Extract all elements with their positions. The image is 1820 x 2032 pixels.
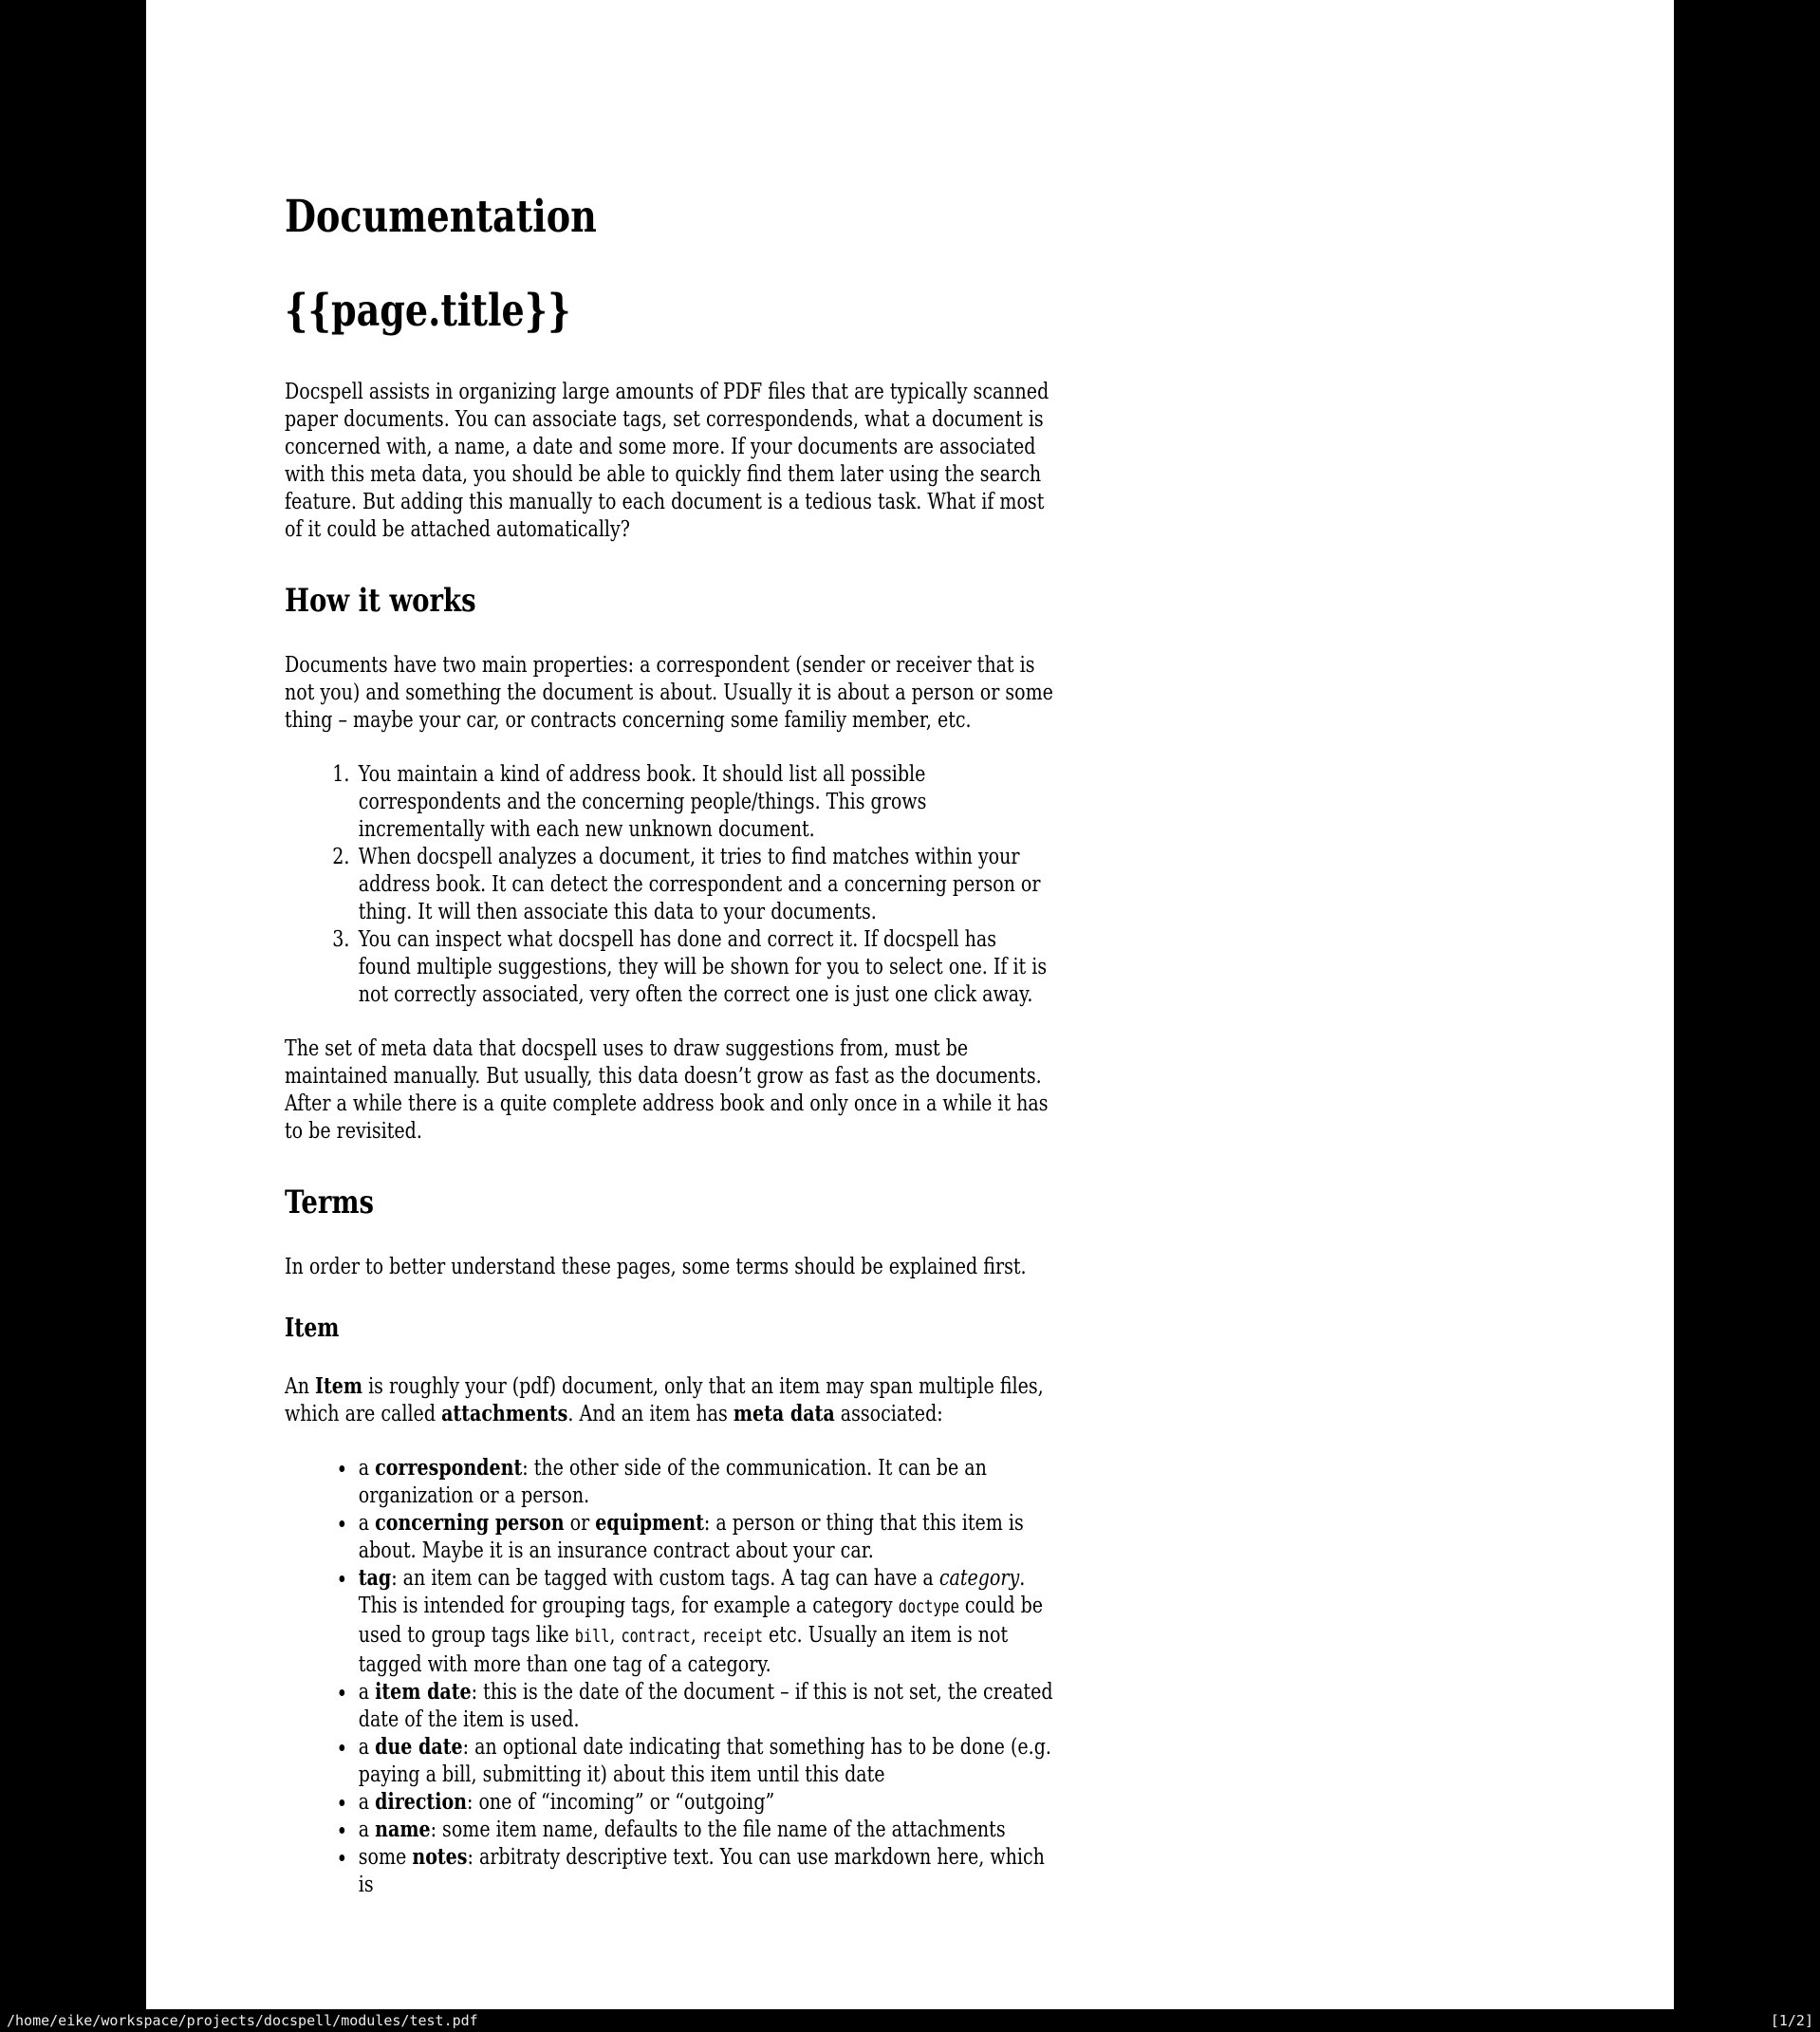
text-run: Documentation: [285, 191, 597, 243]
bold-text: notes: [412, 1843, 468, 1870]
text-run: Terms: [285, 1184, 375, 1221]
text-run: Item: [285, 1314, 340, 1343]
statusbar: [0, 2009, 1820, 2032]
heading: [285, 1313, 1053, 1344]
text-run: An: [285, 1372, 316, 1399]
text-run: could be used to group tags like: [358, 1592, 1044, 1648]
text-run: etc. Usually an item is not tagged with more than one tag of a category.: [358, 1621, 1009, 1677]
list-item: [356, 1564, 1053, 1678]
text-run: The set of meta data that docspell uses to draw suggestions from, must be maintained manually. But usually, this data doesn’t grow as fast as the documents. After a while there is a quite complete address book and only once in a while it has to be revisited.: [285, 1035, 1049, 1144]
bold-text: meta data: [733, 1400, 835, 1426]
code-text: contract: [621, 1627, 691, 1647]
text-run: Docspell assists in organizing large amounts of PDF files that are typically scanned paper documents. You can associate tags, set correspondends, what a document is concerned with, a name, a date and some more. If your documents are associated with this meta data, you should be able to quickly find them later using the search feature. But adding this manually to each document is a tedious task. What if most of it could be attached automatically?: [285, 378, 1049, 542]
heading: [285, 581, 1053, 621]
list-item: [356, 760, 1053, 843]
text-run: : one of “incoming” or “outgoing”: [466, 1788, 775, 1815]
list: [285, 1454, 1053, 1898]
text-run: : the other side of the communication. It can be an organization or a person.: [358, 1454, 987, 1508]
paragraph: [285, 1035, 1053, 1145]
page-content: [285, 190, 1053, 1925]
list-item: [356, 1733, 1053, 1788]
list: [285, 760, 1053, 1008]
list-item: [356, 1509, 1053, 1564]
code-text: doctype: [898, 1597, 959, 1617]
text-run: When docspell analyzes a document, it tries to find matches within your address book. It can detect the correspondent and a concerning person or thing. It will then associate this data to your documents.: [358, 843, 1041, 924]
bold-text: direction: [375, 1788, 467, 1815]
paragraph: [285, 651, 1053, 734]
paragraph: [285, 378, 1053, 543]
statusbar-page-indicator: [1/2]: [1770, 2012, 1813, 2029]
text-run: associated:: [834, 1400, 943, 1426]
text-run: {{page.title}}: [285, 285, 571, 337]
text-run: a: [358, 1816, 376, 1842]
bold-text: tag: [358, 1564, 392, 1591]
text-run: a: [358, 1788, 376, 1815]
bold-text: item date: [375, 1678, 472, 1705]
heading: [285, 284, 1053, 338]
text-run: Documents have two main properties: a correspondent (sender or receiver that is not you) and something the document is about. Usually it is about a person or some thing – maybe your car, or contracts concerning some familiy member, etc.: [285, 651, 1053, 733]
list-item: [356, 1788, 1053, 1816]
bold-text: attachments: [441, 1400, 568, 1426]
bold-text: Item: [315, 1372, 363, 1399]
text-run: In order to better understand these pages, some terms should be explained first.: [285, 1253, 1027, 1279]
bold-text: concerning person: [375, 1509, 565, 1536]
text-run: : an item can be tagged with custom tags. A tag can have a: [391, 1564, 939, 1591]
text-run: a: [358, 1678, 376, 1705]
text-run: or: [564, 1509, 596, 1536]
text-run: a: [358, 1509, 376, 1536]
list-item: [356, 925, 1053, 1008]
heading: [285, 190, 1053, 244]
list-item: [356, 843, 1053, 925]
bold-text: equipment: [595, 1509, 704, 1536]
bold-text: name: [375, 1816, 431, 1842]
statusbar-file-path: /home/eike/workspace/projects/docspell/modules/test.pdf: [7, 2012, 478, 2029]
text-run: some: [358, 1843, 413, 1870]
text-run: : some item name, defaults to the file name of the attachments: [430, 1816, 1006, 1842]
heading: [285, 1183, 1053, 1222]
text-run: a: [358, 1733, 376, 1760]
paragraph: [285, 1372, 1053, 1427]
text-run: . And an item has: [567, 1400, 734, 1426]
text-run: is roughly your (pdf) document, only that an item may span multiple files, which are called: [285, 1372, 1044, 1426]
text-run: How it works: [285, 582, 476, 620]
text-run: : arbitraty descriptive text. You can use markdown here, which is: [358, 1843, 1045, 1897]
italic-text: category: [938, 1564, 1020, 1591]
code-text: bill: [574, 1627, 610, 1647]
text-run: You maintain a kind of address book. It should list all possible correspondents and the concerning people/things. This grows incrementally with each new unknown document.: [358, 760, 927, 842]
text-run: : this is the date of the document – if this is not set, the created date of the item is used.: [358, 1678, 1053, 1732]
text-run: : an optional date indicating that something has to be done (e.g. paying a bill, submitting it) about this item until this date: [358, 1733, 1051, 1787]
text-run: ,: [609, 1621, 622, 1648]
list-item: [356, 1843, 1053, 1898]
text-run: ,: [690, 1621, 702, 1648]
text-run: : a person or thing that this item is about. Maybe it is an insurance contract about your car.: [358, 1509, 1024, 1563]
bold-text: correspondent: [375, 1454, 523, 1481]
paragraph: [285, 1253, 1053, 1280]
pdf-page[interactable]: [146, 0, 1674, 2009]
text-run: a: [358, 1454, 376, 1481]
list-item: [356, 1678, 1053, 1733]
text-run: . This is intended for grouping tags, for example a category: [358, 1564, 1026, 1618]
text-run: You can inspect what docspell has done and correct it. If docspell has found multiple suggestions, they will be shown for you to select one. If it is not correctly associated, very often the correct one is just one click away.: [358, 925, 1048, 1007]
bold-text: due date: [375, 1733, 463, 1760]
code-text: receipt: [701, 1627, 763, 1647]
list-item: [356, 1816, 1053, 1843]
list-item: [356, 1454, 1053, 1509]
